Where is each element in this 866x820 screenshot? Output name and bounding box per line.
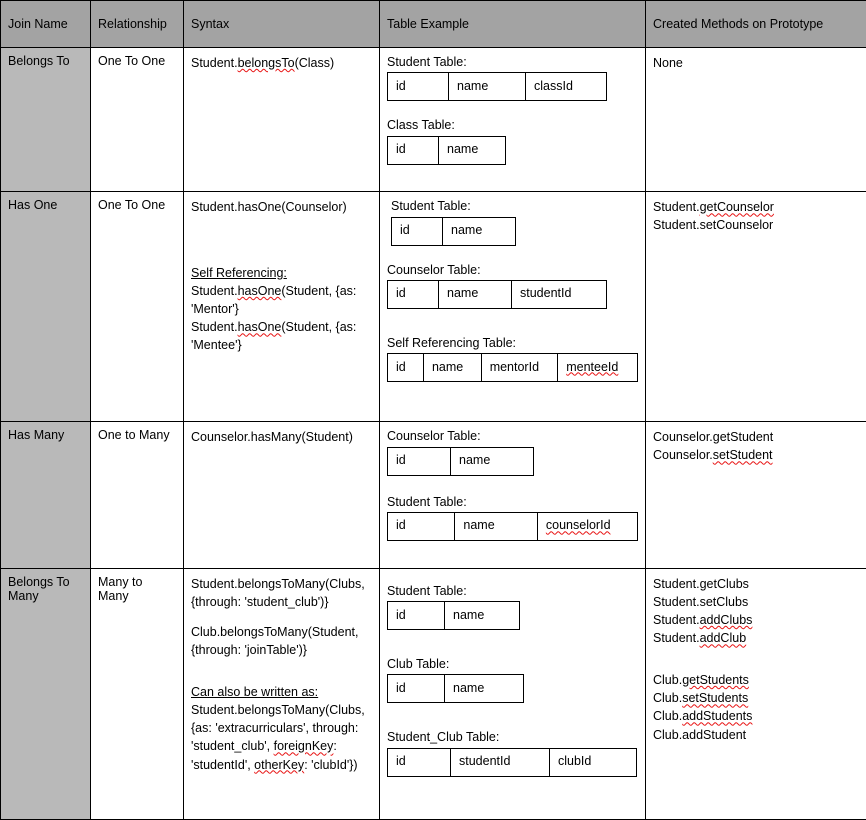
schema-caption: Self Referencing Table: [387, 335, 517, 350]
relationship-cell: Many to Many [91, 568, 184, 819]
syntax-line: Club.belongsToMany(Student, {through: 'joinTable')} [191, 625, 362, 658]
spellcheck-word: getStudents [682, 673, 749, 688]
table-example-cell [380, 422, 646, 569]
schema-column: name [439, 280, 512, 308]
relationship-cell: One to Many [91, 422, 184, 569]
table-row [1, 422, 866, 569]
schema-column: mentorId [481, 354, 558, 382]
schema-column: name [451, 447, 534, 475]
spellcheck-word: getCounselor [699, 200, 774, 215]
spacer [653, 647, 859, 659]
spellcheck-word: menteeId [566, 359, 619, 374]
schema-column: id [388, 73, 449, 101]
syntax-cell [184, 568, 380, 819]
column-header-join-name: Join Name [1, 1, 91, 48]
method-name: Club.setStudents [653, 691, 749, 706]
schema-block [387, 54, 638, 101]
schema-column: studentId [512, 280, 607, 308]
column-header-created-methods: Created Methods on Prototype [646, 1, 866, 48]
join-name-cell: Belongs To Many [1, 568, 91, 819]
syntax-cell [184, 192, 380, 422]
method-name: Student.addClub [653, 631, 747, 646]
schema-column: classId [526, 73, 607, 101]
table-example-cell [380, 48, 646, 192]
method-name: Club.addStudents [653, 709, 753, 724]
schema-caption: Student Table: [387, 494, 467, 509]
column-header-table-example: Table Example [380, 1, 646, 48]
schema-table [387, 72, 607, 101]
schema-caption: Student_Club Table: [387, 730, 500, 745]
schema-column [537, 512, 637, 540]
table-example-cell [380, 568, 646, 819]
schema-block [387, 729, 638, 776]
method-name: Counselor.getStudent [653, 430, 774, 445]
spellcheck-word: setStudents [682, 691, 749, 706]
table-example-cell [380, 192, 646, 422]
schema-block [387, 583, 638, 630]
syntax-line: Student.belongsToMany(Clubs, {through: 'student_club')} [191, 576, 369, 610]
spellcheck-word: addClubs [699, 613, 753, 628]
schema-block [387, 656, 638, 703]
schema-caption: Counselor Table: [387, 429, 481, 444]
table-row [1, 48, 866, 192]
join-name-cell: Belongs To [1, 48, 91, 192]
schema-caption: Student Table: [391, 199, 471, 214]
schema-column: studentId [451, 748, 550, 776]
schema-column: id [388, 447, 451, 475]
spacer [191, 240, 372, 252]
spacer [653, 659, 859, 671]
schema-block [387, 494, 638, 541]
schema-table [387, 748, 637, 777]
schema-column: clubId [550, 748, 637, 776]
schema-column: name [455, 512, 538, 540]
spacer [191, 228, 372, 240]
table-row [1, 568, 866, 819]
schema-column: name [439, 136, 506, 164]
created-methods-cell [646, 192, 866, 422]
schema-table [387, 136, 506, 165]
schema-column: name [445, 602, 520, 630]
schema-block [387, 262, 638, 309]
schema-caption: Class Table: [387, 118, 455, 133]
spellcheck-word: hasOne [237, 284, 282, 299]
table-header-row [1, 1, 866, 48]
method-name: Club.getStudents [653, 673, 749, 688]
schema-table [387, 353, 638, 382]
method-name: Club.addStudent [653, 727, 747, 742]
method-name: Student.getClubs [653, 576, 749, 591]
schema-column: name [449, 73, 526, 101]
schema-table [387, 512, 638, 541]
spellcheck-word: hasOne [237, 320, 282, 335]
spellcheck-word: foreignKey [273, 739, 334, 754]
schema-block [391, 198, 638, 245]
schema-column [558, 354, 638, 382]
spacer [191, 216, 372, 228]
schema-caption: Student Table: [387, 583, 467, 598]
schema-column: id [388, 354, 424, 382]
schema-column: id [388, 675, 445, 703]
table-body [1, 48, 866, 820]
method-name: Student.addClubs [653, 613, 753, 628]
spellcheck-word: addClub [699, 631, 747, 646]
schema-caption: Counselor Table: [387, 262, 481, 277]
spellcheck-word: addStudents [682, 709, 753, 724]
schema-column: name [443, 217, 516, 245]
schema-caption: Club Table: [387, 657, 450, 672]
created-methods-cell [646, 422, 866, 569]
schema-column: id [388, 512, 455, 540]
method-name: None [653, 56, 683, 70]
schema-block [387, 428, 638, 475]
syntax-line: Student.belongsToMany(Clubs, {as: 'extracurriculars', through: 'student_club', foreignKey: 'studentId', otherKey: 'clubId'}) [191, 703, 369, 772]
table-row [1, 192, 866, 422]
spacer [191, 671, 372, 683]
schema-column: name [445, 675, 524, 703]
syntax-cell [184, 422, 380, 569]
schema-caption: Student Table: [387, 55, 467, 69]
join-name-cell: Has One [1, 192, 91, 422]
spellcheck-word: setStudent [712, 448, 773, 463]
schema-table [391, 217, 516, 246]
schema-column: id [388, 602, 445, 630]
join-name-cell: Has Many [1, 422, 91, 569]
schema-column: id [388, 748, 451, 776]
spellcheck-word: counselorId [545, 518, 611, 533]
schema-table [387, 447, 534, 476]
created-methods-cell [646, 568, 866, 819]
method-name: Student.getCounselor [653, 200, 774, 215]
schema-block [387, 335, 638, 382]
relationship-cell: One To One [91, 192, 184, 422]
spacer [191, 611, 372, 623]
method-name: Counselor.setStudent [653, 448, 773, 463]
schema-column: id [388, 136, 439, 164]
syntax-subheading: Can also be written as: [191, 685, 319, 700]
method-name: Student.setCounselor [653, 218, 774, 233]
method-name: Student.setClubs [653, 595, 749, 610]
column-header-syntax: Syntax [184, 1, 380, 48]
spellcheck-word: belongsTo [237, 56, 295, 70]
syntax-line: Student.hasOne(Student, {as: 'Mentee'} [191, 320, 360, 353]
syntax-line: Student.hasOne(Counselor) [191, 200, 347, 215]
spellcheck-word: otherKey [254, 757, 305, 772]
syntax-subheading: Self Referencing: [191, 265, 287, 280]
syntax-line: Student.hasOne(Student, {as: 'Mentor'} [191, 284, 360, 317]
column-header-relationship: Relationship [91, 1, 184, 48]
schema-table [387, 601, 520, 630]
syntax-line: Counselor.hasMany(Student) [191, 430, 353, 445]
schema-table [387, 674, 524, 703]
relationship-cell: One To One [91, 48, 184, 192]
schema-column: id [392, 217, 443, 245]
schema-column: name [423, 354, 481, 382]
schema-block [387, 117, 638, 164]
created-methods-cell [646, 48, 866, 192]
syntax-cell: Student.belongsTo(Class) [184, 48, 380, 192]
spacer [191, 252, 372, 264]
schema-table [387, 280, 607, 309]
schema-column: id [388, 280, 439, 308]
spacer [191, 659, 372, 671]
